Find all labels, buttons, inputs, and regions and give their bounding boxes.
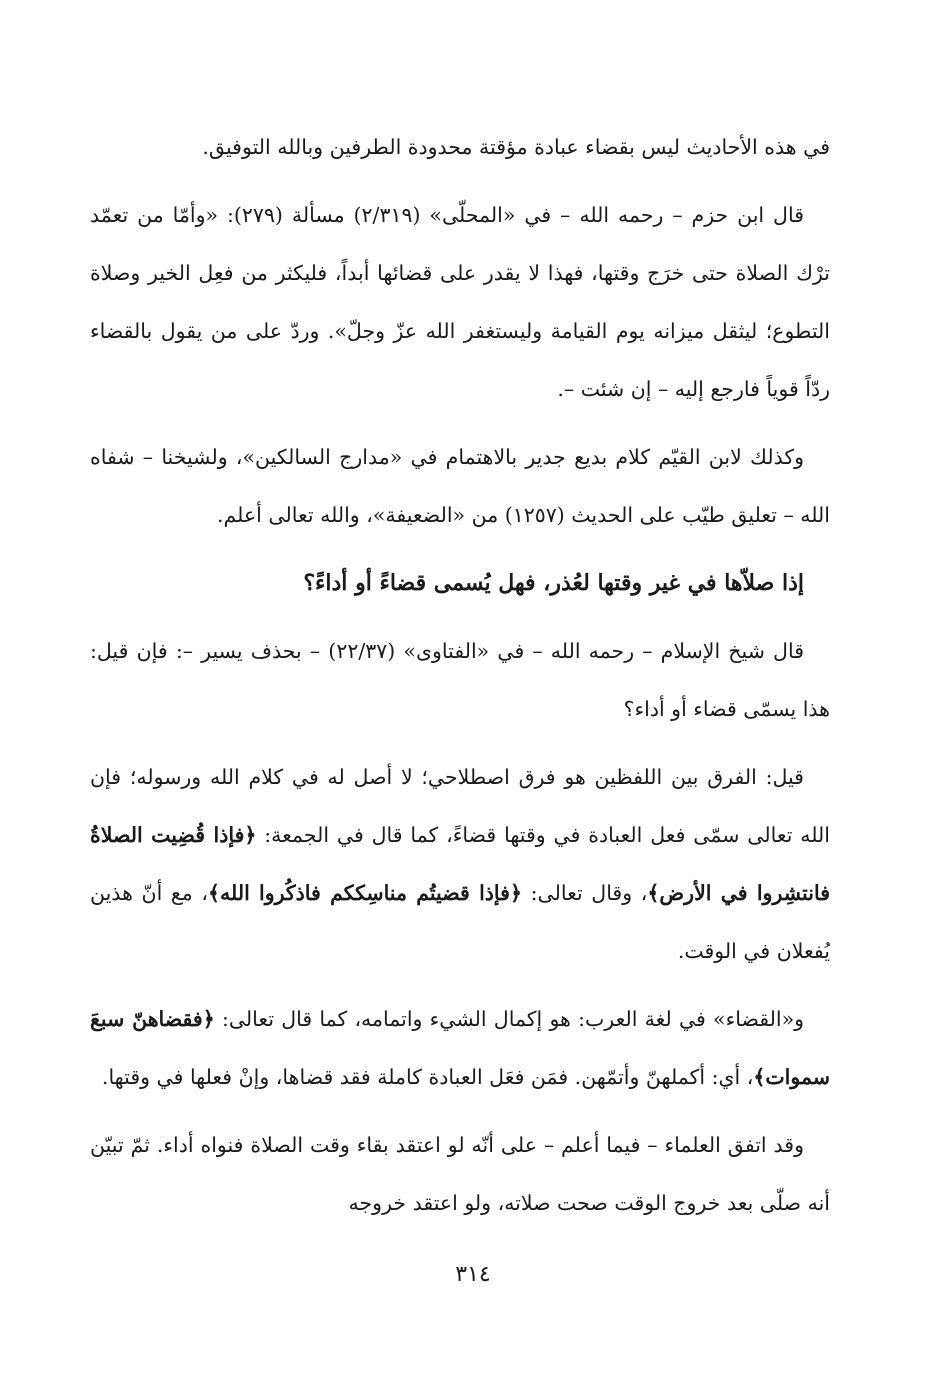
paragraph-ibn-hazm: قال ابن حزم – رحمه الله – في «المحلّى» (٢/٣١٩) مسألة (٢٧٩): «وأمّا من تعمّد ترْك الصلاة حتى خرَج وقتها، فهذا لا يقدر على قضائها أبداً، فليكثر من فعِل الخير وصلاة التطوع؛ ليثقل ميزانه يوم القيامة وليستغفر الله عزّ وجلّ». وردّ على من يقول بالقضاء ردّاً قوياً فارجع إليه – إن شئت –. [90, 203, 831, 401]
paragraph-1: في هذه الأحاديث ليس بقضاء عبادة مؤقتة محدودة الطرفين وبالله التوفيق. [202, 135, 830, 159]
quran-verse-3: ﴿فقضاهنّ سبعَ سموات﴾ [90, 1007, 830, 1089]
paragraph-fatawa: قال شيخ الإسلام – رحمه الله – في «الفتاوى» (٢٢/٣٧) – بحذف يسير –: فإن قيل: هذا يسمّى قضاء أو أداء؟ [90, 639, 830, 721]
paragraph-qada [90, 990, 830, 1106]
paragraph-last: وقد اتفق العلماء – فيما أعلم – على أنّه لو اعتقد بقاء وقت الصلاة فنواه أداء. ثمّ تبيّن أنه صلّى بعد خروج الوقت صحت صلاته، ولو اعتقد خروجه [90, 1133, 830, 1215]
page-number: ٣١٤ [455, 1262, 491, 1287]
paragraph-qila [90, 748, 830, 980]
quran-verse-1: ﴿فإذا قُضِيت الصلاةُ فانتشِروا في الأرض﴾ [90, 823, 830, 905]
qila-text-after: ، مع أنّ هذين يُفعلان في الوقت. [90, 881, 830, 963]
qila-text-before: قيل: الفرق بين اللفظين هو فرق اصطلاحي؛ لا أصل له في كلام الله ورسوله؛ فإن الله تعالى سمّى فعل العبادة في وقتها قضاءً، كما قال في الجمعة: [90, 765, 830, 847]
quran-verse-2: ﴿فإذا قضيتُم مناسِككم فاذكُروا الله﴾ [208, 881, 522, 905]
qada-text-before: و«القضاء» في لغة العرب: هو إكمال الشيء واتمامه، كما قال تعالى: [214, 1007, 805, 1031]
paragraph-ibn-qayyim: وكذلك لابن القيّم كلام بديع جدير بالاهتمام في «مدارج السالكين»، ولشيخنا – شفاه الله – تعليق طيّب على الحديث (١٢٥٧) من «الضعيفة»، والله تعالى أعلم. [90, 445, 830, 527]
page-body [90, 118, 830, 1242]
qada-text-after: ، أي: أكملهنّ وأتمّهن. فمَن فعَل العبادة كاملة فقد قضاها، وإنْ فعلها في وقتها. [101, 1065, 754, 1089]
section-heading: إذا صلاّها في غير وقتها لعُذر، فهل يُسمى قضاءً أو أداءً؟ [303, 570, 804, 596]
qila-text-middle: ، وقال تعالى: [521, 881, 648, 905]
